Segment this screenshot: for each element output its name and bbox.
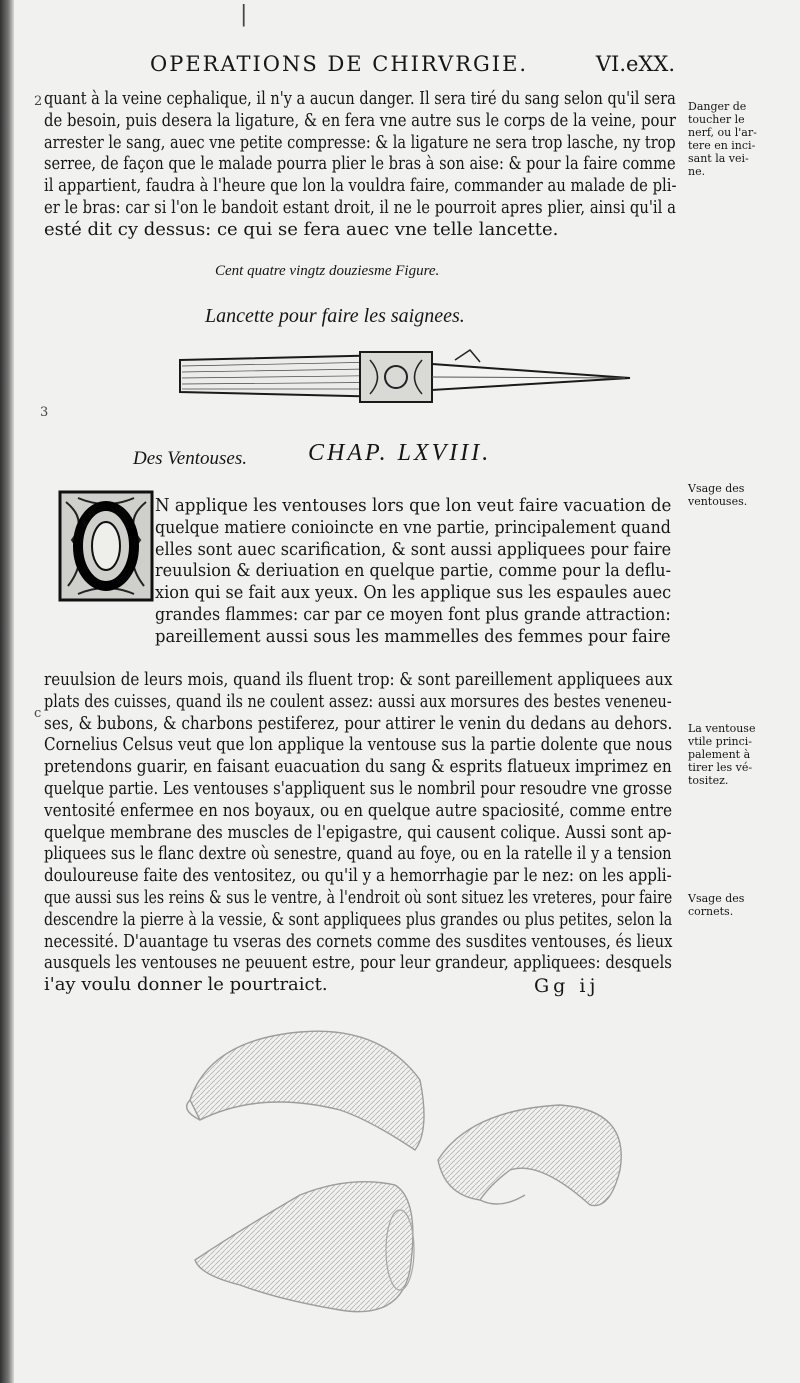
- note-line: vtile princi-: [688, 735, 752, 748]
- note-line: Vsage des: [688, 482, 745, 495]
- figure-title: Lancette pour faire les saignees.: [205, 305, 465, 327]
- note-line: La ventouse: [688, 722, 756, 735]
- text-line: Cornelius Celsus veut que lon applique la ventouse sus la partie dolente que nous: [44, 734, 673, 756]
- figure-number-caption: Cent quatre vingtz douziesme Figure.: [215, 263, 440, 279]
- margin-note-ventouse-utile: [688, 722, 770, 787]
- horn-1: [190, 1031, 424, 1150]
- horn-2: [438, 1105, 621, 1206]
- left-margin-digit: 2: [34, 94, 43, 109]
- note-line: toucher le: [688, 113, 745, 126]
- margin-note-ventouses: [688, 482, 770, 508]
- text-line: plats des cuisses, quand ils ne coulent assez: aussi aux morsures des bestes veneneu-: [44, 690, 672, 712]
- drop-cap-o-ornament: [58, 490, 154, 602]
- note-line: tere en inci-: [688, 139, 756, 152]
- text-line: reuulsion & deriuation en quelque partie, comme pour la deflu-: [155, 560, 672, 582]
- text-line: reuulsion de leurs mois, quand ils fluent trop: & sont pareillement appliquees aux: [44, 669, 673, 690]
- folio-number: VI.eXX.: [595, 52, 675, 76]
- text-line: ausquels les ventouses ne peuuent estre, pour leur grandeur, appliquees: desquels: [44, 952, 672, 974]
- note-line: ne.: [688, 165, 706, 178]
- note-line: ventouses.: [688, 495, 748, 508]
- text-line: douloureuse faite des ventositez, ou qu'il y a hemorrhagie par le nez: on les appli-: [44, 865, 672, 887]
- top-tick-mark: |: [240, 2, 248, 27]
- note-line: tositez.: [688, 774, 729, 787]
- text-line: de besoin, puis desera la ligature, & en fera vne autre sus le corps de la veine, pour: [44, 109, 677, 131]
- chapter-subject: Des Ventouses.: [133, 448, 247, 469]
- paragraph-top: [44, 88, 800, 241]
- text-line: il appartient, faudra à l'heure que lon la vouldra faire, commander au malade de pli-: [44, 175, 677, 197]
- text-line: serree, de façon que le malade pourra plier le bras à son aise: & pour la faire comme: [44, 153, 676, 175]
- note-line: cornets.: [688, 905, 734, 918]
- note-line: palement à: [688, 748, 751, 761]
- left-margin-digit-lower: 3: [40, 405, 49, 420]
- text-line: pliquees sus le flanc dextre où senestre, quand au foye, ou en la ratelle il y a tension: [44, 843, 672, 865]
- chapter-paragraph-indented: [155, 495, 744, 648]
- text-line: necessité. D'auantage tu vseras des cornets comme des susdites ventouses, és lieux: [44, 930, 673, 952]
- text-line: pretendons guarir, en faisant euacuation du sang & esprits flatueux imprimez en: [44, 756, 672, 778]
- chapter-paragraph-full: [44, 669, 800, 996]
- text-line: ventosité enfermee en nos boyaux, ou en quelque autre spaciosité, comme entre: [44, 799, 673, 821]
- signature-mark: Gg ij: [534, 975, 600, 997]
- cupping-horns-illustration: [180, 1010, 650, 1330]
- text-line: N applique les ventouses lors que lon veut faire vacuation de: [155, 495, 672, 516]
- text-line: er le bras: car si l'on le bandoit estant droit, il ne le pourroit apres plier, ainsi qu'il a: [44, 196, 676, 218]
- text-line: quelque matiere conioincte en vne partie, principalement quand: [155, 516, 671, 538]
- text-line: xion qui se fait aux yeux. On les applique sus les espaules auec: [155, 582, 672, 604]
- text-line: ses, & bubons, & charbons pestiferez, pour attirer le venin du dedans au dehors.: [44, 712, 673, 734]
- text-line: grandes flammes: car par ce moyen font plus grande attraction:: [155, 603, 671, 625]
- text-line: pareillement aussi sous les mammelles des femmes pour faire: [155, 625, 671, 647]
- text-line: quant à la veine cephalique, il n'y a aucun danger. Il sera tiré du sang selon qu'il sera: [44, 88, 676, 109]
- note-line: tirer les vé-: [688, 761, 753, 774]
- text-line: i'ay voulu donner le pourtraict.: [44, 974, 328, 996]
- note-line: Vsage des: [688, 892, 745, 905]
- page-gutter-shadow: [0, 0, 14, 1383]
- text-line: quelque partie. Les ventouses s'appliquent sus le nombril pour resoudre vne grosse: [44, 777, 673, 799]
- note-line: sant la vei-: [688, 152, 749, 165]
- margin-note-danger: [688, 100, 770, 178]
- chapter-heading: CHAP. LXVIII.: [308, 440, 492, 466]
- text-line: que aussi sus les reins & sus le ventre, à l'endroit où sont situez les vreteres, pour faire: [44, 886, 673, 908]
- text-line: elles sont auec scarification, & sont aussi appliquees pour faire: [155, 538, 672, 560]
- lancet-illustration: [170, 340, 660, 415]
- running-title: OPERATIONS DE CHIRVRGIE.: [150, 52, 529, 76]
- text-line: descendre la pierre à la vessie, & sont appliquees plus grandes ou plus petites, selon la: [44, 908, 673, 930]
- text-line: quelque membrane des muscles de l'epigastre, qui causent colique. Aussi sont ap-: [44, 821, 672, 843]
- text-line: esté dit cy dessus: ce qui se fera auec vne telle lancette.: [44, 218, 559, 240]
- text-line: arrester le sang, auec vne petite compresse: & la ligature ne sera trop lasche, ny trop: [44, 131, 676, 153]
- horn-3: [195, 1182, 413, 1312]
- margin-note-cornets: [688, 892, 770, 918]
- left-margin-letter-c: c: [34, 706, 42, 721]
- running-header: [150, 52, 675, 82]
- note-line: nerf, ou l'ar-: [688, 126, 757, 139]
- note-line: Danger de: [688, 100, 747, 113]
